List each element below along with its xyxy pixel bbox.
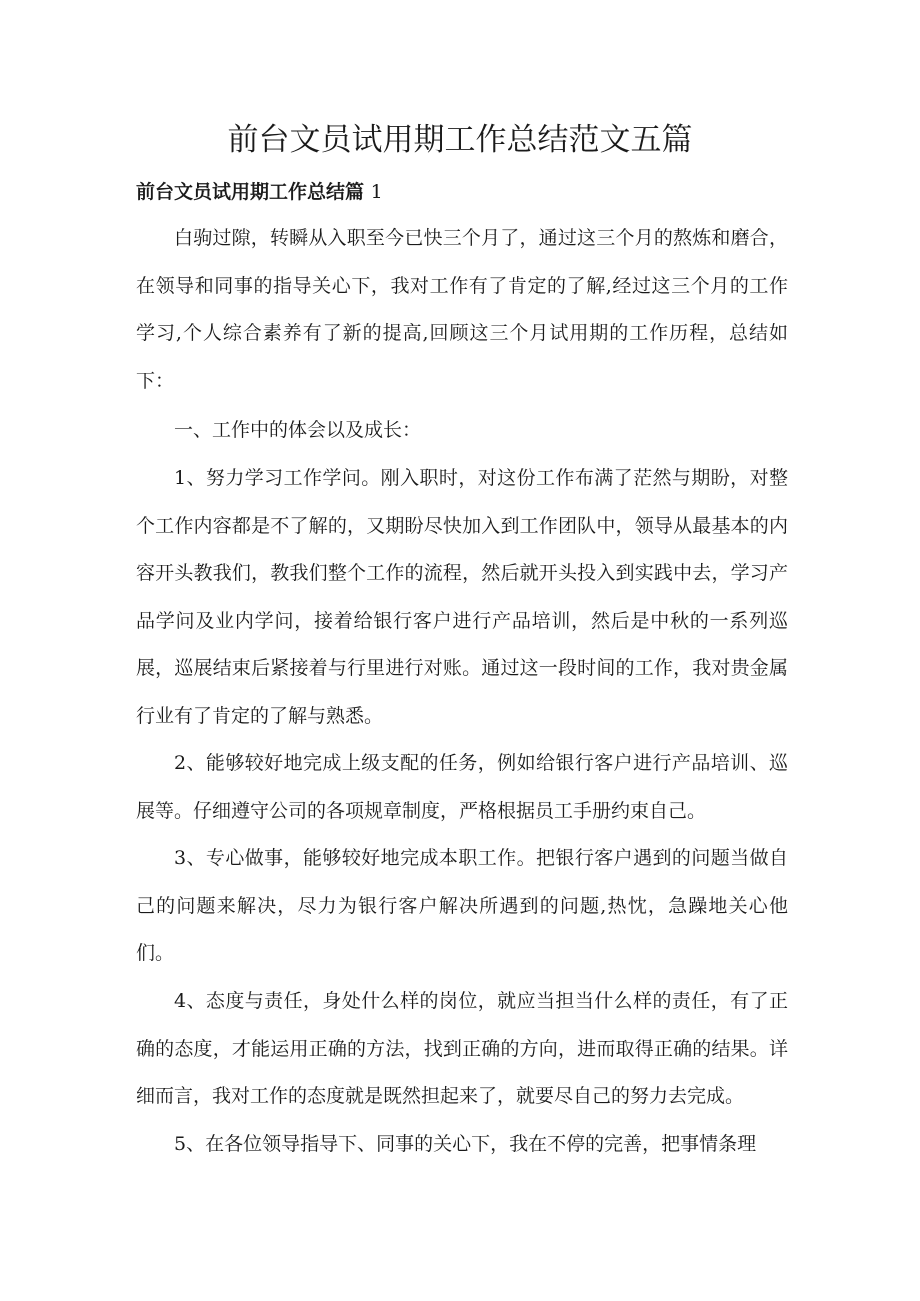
paragraph-intro: 白驹过隙，转瞬从入职至今已快三个月了，通过这三个月的熬炼和磨合，在领导和同事的指导关心下，我对工作有了肯定的了解,经过这三个月的工作学习,个人综合素养有了新的提高,回顾这三个月试用期的工作历程，总结如下： <box>136 227 788 392</box>
section-number: 1 <box>370 181 383 203</box>
paragraph-item-2: 2、能够较好地完成上级支配的任务，例如给银行客户进行产品培训、巡展等。仔细遵守公司的各项规章制度，严格根据员工手册约束自己。 <box>136 752 788 822</box>
paragraph-item-4: 4、态度与责任，身处什么样的岗位，就应当担当什么样的责任，有了正确的态度，才能运用正确的方法，找到正确的方向，进而取得正确的结果。详细而言，我对工作的态度就是既然担起来了，就要尽自己的努力去完成。 <box>136 990 788 1107</box>
section-heading-text: 前台文员试用期工作总结篇 <box>136 181 365 203</box>
paragraph-item-3: 3、专心做事，能够较好地完成本职工作。把银行客户遇到的问题当做自己的问题来解决，尽力为银行客户解决所遇到的问题,热忱，急躁地关心他们。 <box>136 847 788 964</box>
paragraph-item-1: 1、努力学习工作学问。刚入职时，对这份工作布满了茫然与期盼，对整个工作内容都是不了解的，又期盼尽快加入到工作团队中，领导从最基本的内容开头教我们，教我们整个工作的流程，然后就开头投入到实践中去，学习产品学问及业内学问，接着给银行客户进行产品培训，然后是中秋的一系列巡展，巡展结束后紧接着与行里进行对账。通过这一段时间的工作，我对贵金属行业有了肯定的了解与熟悉。 <box>136 467 788 727</box>
paragraph-item-5: 5、在各位领导指导下、同事的关心下，我在不停的完善，把事情条理 <box>174 1133 757 1155</box>
paragraph-heading-experience: 一、工作中的体会以及成长： <box>174 419 422 441</box>
document-title: 前台文员试用期工作总结范文五篇 <box>227 122 693 158</box>
section-heading <box>136 176 786 208</box>
